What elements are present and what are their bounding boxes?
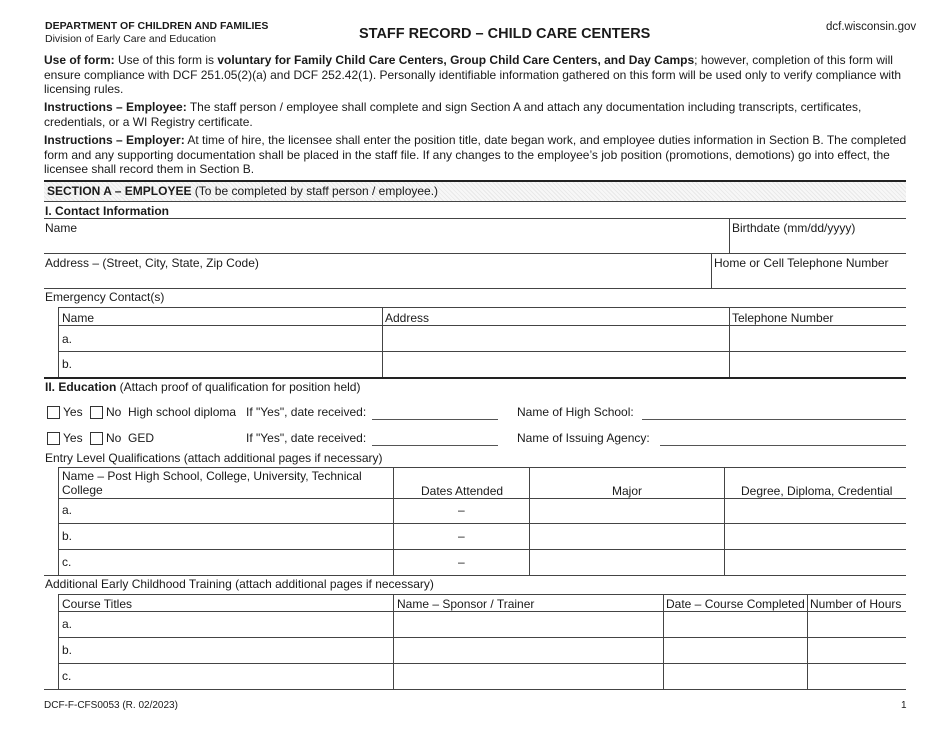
emergency-address-field[interactable] xyxy=(383,326,728,350)
entry-date-dash: – xyxy=(458,529,465,543)
section-a-title: SECTION A – EMPLOYEE xyxy=(47,184,192,198)
website-url[interactable]: dcf.wisconsin.gov xyxy=(826,21,917,33)
department-name: DEPARTMENT OF CHILDREN AND FAMILIES xyxy=(45,20,269,32)
training-row-label: b. xyxy=(62,643,73,657)
entry-date-dash: – xyxy=(458,555,465,569)
entry-row-label: a. xyxy=(62,503,73,517)
divider xyxy=(58,307,906,308)
divider xyxy=(393,594,394,689)
page-number: 1 xyxy=(901,700,907,711)
hs-diploma-label: High school diploma xyxy=(128,405,237,419)
use-text-2: ; however, completion of this form will ensure compliance with DCF 251.05(2)(a) and DCF 252.42(1). Personally identifiable information gathered on this form will be used only to verify compliance with licensing rules. xyxy=(44,53,902,96)
divider xyxy=(729,307,730,377)
birthdate-field[interactable] xyxy=(730,236,906,252)
divider xyxy=(44,689,906,690)
employee-instructions-text: The staff person / employee shall complete and sign Section A and attach any documentation including transcripts, certificates, credentials, or a WI Registry certificate. xyxy=(44,100,862,129)
divider xyxy=(58,549,906,550)
entry-date-dash: – xyxy=(458,503,465,517)
hs-yes-checkbox[interactable] xyxy=(47,406,60,419)
emergency-row-label: b. xyxy=(62,357,73,371)
issuing-agency-field[interactable] xyxy=(660,445,906,446)
divider xyxy=(58,594,906,595)
use-text-1: Use of this form is xyxy=(114,53,218,67)
hs-yes-label: Yes xyxy=(63,405,83,419)
hs-date-label: If "Yes", date received: xyxy=(246,405,367,419)
divider xyxy=(58,594,59,689)
employee-instructions-label: Instructions – Employee: xyxy=(44,100,187,114)
training-col-hours: Number of Hours xyxy=(810,597,902,611)
divider xyxy=(44,288,906,289)
emergency-col-address: Address xyxy=(385,311,430,325)
training-col-sponsor: Name – Sponsor / Trainer xyxy=(397,597,535,611)
emergency-row-label: a. xyxy=(62,332,73,346)
entry-col-major: Major xyxy=(612,484,643,498)
divider xyxy=(663,594,664,689)
phone-field[interactable] xyxy=(712,271,906,287)
section-a-bottom-rule xyxy=(44,201,906,202)
birthdate-label: Birthdate (mm/dd/yyyy) xyxy=(732,221,856,235)
divider xyxy=(724,467,725,575)
hs-name-label: Name of High School: xyxy=(517,405,634,419)
ged-yes-checkbox[interactable] xyxy=(47,432,60,445)
divider xyxy=(58,351,906,352)
hs-no-checkbox[interactable] xyxy=(90,406,103,419)
form-id: DCF-F-CFS0053 (R. 02/2023) xyxy=(44,700,178,711)
ged-label: GED xyxy=(128,431,155,445)
hs-no-label: No xyxy=(106,405,122,419)
divider xyxy=(58,663,906,664)
entry-row-label: c. xyxy=(62,555,72,569)
address-field[interactable] xyxy=(44,271,710,287)
hs-date-field[interactable] xyxy=(372,419,498,420)
training-heading: Additional Early Childhood Training (attach additional pages if necessary) xyxy=(45,577,434,591)
entry-col-degree: Degree, Diploma, Credential xyxy=(741,484,893,498)
name-label: Name xyxy=(45,221,78,235)
entry-col-school: Name – Post High School, College, University, Technical College xyxy=(62,469,362,497)
divider xyxy=(58,498,906,499)
name-field[interactable] xyxy=(44,219,728,252)
ged-date-field[interactable] xyxy=(372,445,498,446)
emergency-contacts-label: Emergency Contact(s) xyxy=(45,290,165,304)
training-row-label: a. xyxy=(62,617,73,631)
divider xyxy=(807,594,808,689)
employer-instructions xyxy=(44,133,908,177)
entry-qualifications-heading: Entry Level Qualifications (attach additional pages if necessary) xyxy=(45,451,383,465)
training-col-course: Course Titles xyxy=(62,597,133,611)
ged-no-label: No xyxy=(106,431,122,445)
form-title: STAFF RECORD – CHILD CARE CENTERS xyxy=(359,26,651,42)
address-label: Address – (Street, City, State, Zip Code) xyxy=(45,256,259,270)
section-a-note: (To be completed by staff person / employee.) xyxy=(191,184,439,198)
entry-col-dates: Dates Attended xyxy=(421,484,504,498)
ged-no-checkbox[interactable] xyxy=(90,432,103,445)
emergency-col-name: Name xyxy=(62,311,95,325)
divider xyxy=(44,377,906,379)
training-col-date: Date – Course Completed xyxy=(666,597,805,611)
education-heading xyxy=(45,380,360,394)
division-name: Division of Early Care and Education xyxy=(45,33,217,45)
divider xyxy=(44,575,906,576)
entry-row-label: b. xyxy=(62,529,73,543)
divider xyxy=(58,467,906,468)
employee-instructions xyxy=(44,100,908,129)
divider xyxy=(58,467,59,575)
contact-info-heading: I. Contact Information xyxy=(45,204,169,218)
divider xyxy=(58,523,906,524)
emergency-col-phone: Telephone Number xyxy=(732,311,834,325)
education-note: (Attach proof of qualification for position held) xyxy=(116,380,361,394)
divider xyxy=(393,467,394,575)
divider xyxy=(58,307,59,377)
education-title: II. Education xyxy=(45,380,117,394)
divider xyxy=(44,253,906,254)
section-a-heading xyxy=(47,184,438,198)
employer-instructions-label: Instructions – Employer: xyxy=(44,133,185,147)
divider xyxy=(529,467,530,575)
divider xyxy=(58,637,906,638)
use-text-bold: voluntary for Family Child Care Centers, Group Child Care Centers, and Day Camps xyxy=(217,53,695,67)
use-of-form-label: Use of form: xyxy=(44,53,115,67)
issuing-agency-label: Name of Issuing Agency: xyxy=(517,431,650,445)
hs-name-field[interactable] xyxy=(642,419,906,420)
ged-date-label: If "Yes", date received: xyxy=(246,431,367,445)
divider xyxy=(58,611,906,612)
training-row-label: c. xyxy=(62,669,72,683)
phone-label: Home or Cell Telephone Number xyxy=(714,256,889,270)
employer-instructions-text: At time of hire, the licensee shall enter the position title, date began work, and employee duties information in Section B. The completed form and any supporting documentation shall be placed in the staff file. If any changes to the employee’s job position (promotions, demotions) go into effect, the licensee shall record them in Section B. xyxy=(44,133,907,176)
use-of-form-paragraph xyxy=(44,53,908,97)
ged-yes-label: Yes xyxy=(63,431,83,445)
